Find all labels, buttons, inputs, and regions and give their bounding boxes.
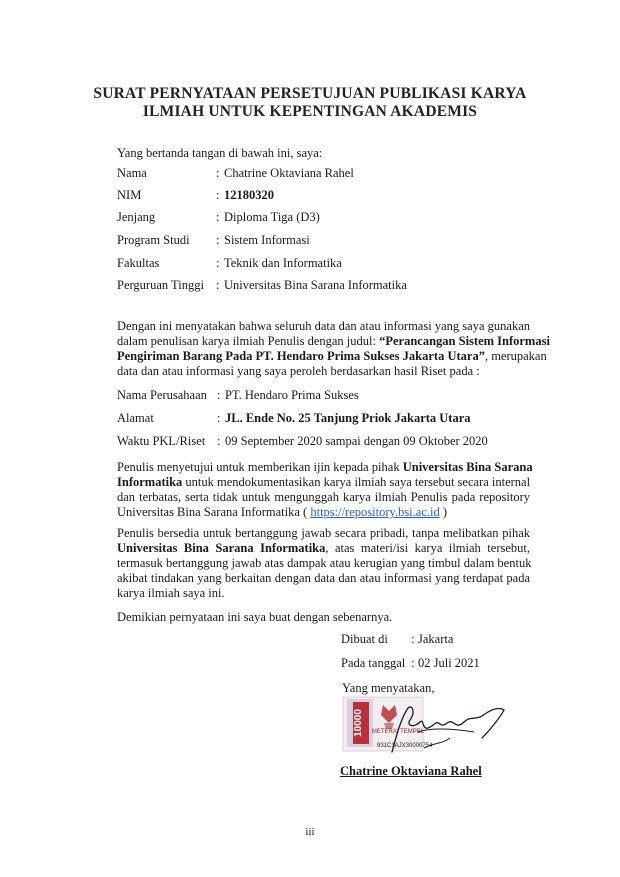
paragraph-text: untuk mendokumentasikan karya ilmiah saya tersebut secara internal: [185, 475, 531, 489]
stamp-value: 10000: [353, 709, 364, 737]
identity-separator: :: [216, 278, 220, 292]
responsibility-paragraph: [117, 526, 530, 601]
repository-link[interactable]: https://repository.bsi.ac.id: [310, 505, 440, 519]
paragraph-line: [117, 541, 530, 556]
company-value: PT. Hendaro Prima Sukses: [225, 388, 359, 402]
identity-separator: :: [216, 210, 220, 224]
company-value: 09 September 2020 sampai dengan 09 Oktober 2020: [225, 434, 488, 448]
identity-separator: :: [216, 188, 220, 202]
paragraph-line: [117, 334, 550, 349]
identity-label: Fakultas: [117, 256, 160, 270]
paragraph-text: dan terbatas, serta tidak untuk mengunggah karya ilmiah Penulis pada repository: [117, 490, 530, 504]
permission-paragraph: [117, 460, 533, 520]
paragraph-text: , merupakan: [484, 349, 547, 363]
paragraph-text: Penulis menyetujui untuk memberikan ijin kepada pihak: [117, 460, 400, 474]
declarant-label: Yang menyatakan,: [342, 681, 435, 695]
paragraph-line: [117, 490, 530, 505]
identity-value: Chatrine Oktaviana Rahel: [224, 166, 354, 180]
identity-separator: :: [216, 256, 220, 270]
paragraph-text: Universitas Bina Sarana Informatika (: [117, 505, 308, 519]
company-label: Waktu PKL/Riset: [117, 434, 206, 448]
university-name: Universitas Bina Sarana: [402, 460, 533, 474]
identity-label: Program Studi: [117, 233, 190, 247]
university-name: Informatika: [117, 475, 183, 489]
stamp-label: METERAI TEMPEL: [371, 729, 425, 735]
paragraph-line: [117, 364, 530, 379]
paragraph-line: [117, 556, 530, 571]
paragraph-line: [117, 319, 530, 334]
company-separator: :: [217, 434, 221, 448]
paragraph-line: [117, 586, 530, 601]
identity-value: Diploma Tiga (D3): [224, 210, 320, 224]
identity-label: Jenjang: [117, 210, 156, 224]
paragraph-text: Penulis bersedia untuk bertanggung jawab secara pribadi, tanpa melibatkan pihak: [117, 526, 530, 540]
document-title-line1: SURAT PERNYATAAN PERSETUJUAN PUBLIKASI KARYA: [93, 85, 527, 102]
date-label: Pada tanggal: [341, 656, 406, 670]
paragraph-text: karya ilmiah saya ini.: [117, 586, 225, 600]
university-name: Universitas Bina Sarana Informatika: [117, 541, 326, 555]
page-number: iii: [305, 826, 315, 838]
place-value: Jakarta: [418, 632, 454, 646]
identity-label: NIM: [117, 188, 142, 202]
date-separator: :: [411, 656, 415, 670]
company-separator: :: [217, 411, 221, 425]
identity-separator: :: [216, 166, 220, 180]
identity-value: Sistem Informasi: [224, 233, 310, 247]
paragraph-text: data dan atau informasi yang saya peroleh berdasarkan hasil Riset pada :: [117, 364, 480, 378]
paragraph-text: dalam penulisan karya ilmiah Penulis dengan judul:: [117, 334, 376, 348]
place-separator: :: [411, 632, 415, 646]
thesis-title-part2: Pengiriman Barang Pada PT. Hendaro Prima Sukses Jakarta Utara”: [117, 349, 485, 363]
company-label: Alamat: [117, 411, 154, 425]
identity-value: 12180320: [224, 188, 274, 202]
date-value: 02 Juli 2021: [418, 656, 480, 670]
identity-separator: :: [216, 233, 220, 247]
identity-label: Nama: [117, 166, 147, 180]
paragraph-text: termasuk bertanggung jawab atas dampak atau kerugian yang timbul dalam bentuk: [117, 556, 532, 570]
place-label: Dibuat di: [341, 632, 388, 646]
paragraph-text: Dengan ini menyatakan bahwa seluruh data dan atau informasi yang saya gunakan: [117, 319, 530, 333]
paragraph-line: [117, 526, 530, 541]
identity-value: Teknik dan Informatika: [224, 256, 342, 270]
paragraph-line: [117, 571, 530, 586]
company-label: Nama Perusahaan: [117, 388, 207, 402]
identity-label: Perguruan Tinggi: [117, 278, 204, 292]
paragraph-line: [117, 460, 533, 475]
paragraph-text: , atas materi/isi karya ilmiah tersebut,: [325, 541, 530, 555]
statement-paragraph: [117, 319, 550, 379]
document-title-line2: ILMIAH UNTUK KEPENTINGAN AKADEMIS: [142, 103, 478, 120]
company-separator: :: [217, 388, 221, 402]
paragraph-text: ): [442, 505, 448, 519]
paragraph-line: [117, 349, 547, 364]
closing-statement: Demikian pernyataan ini saya buat dengan sebenarnya.: [117, 610, 393, 624]
company-value: JL. Ende No. 25 Tanjung Priok Jakarta Utara: [225, 411, 471, 425]
paragraph-line: [117, 505, 530, 520]
paragraph-text: akibat tindakan yang berkaitan dengan data dan atau informasi yang terdapat pada: [117, 571, 530, 585]
handwritten-signature: [378, 698, 508, 762]
thesis-title-part1: “Perancangan Sistem Informasi: [379, 334, 550, 348]
intro-text: Yang bertanda tangan di bawah ini, saya:: [117, 146, 323, 160]
signer-name: Chatrine Oktaviana Rahel: [340, 764, 482, 778]
identity-value: Universitas Bina Sarana Informatika: [224, 278, 407, 292]
paragraph-line: [117, 475, 530, 490]
stamp-code: 931C1AJX30000754: [377, 743, 433, 749]
